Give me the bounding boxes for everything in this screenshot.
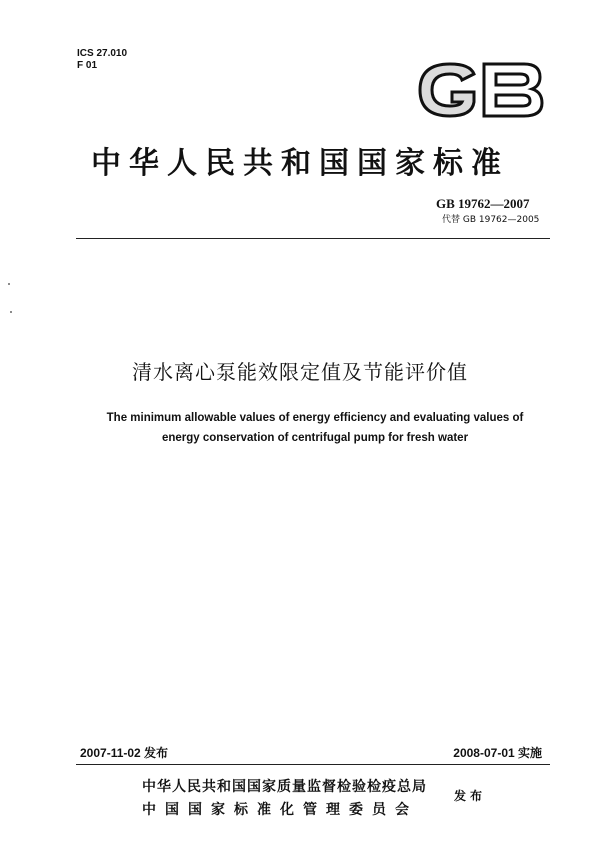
english-title xyxy=(90,408,540,448)
english-title-line-2: energy conservation of centrifugal pump for fresh water xyxy=(161,432,469,444)
english-title-line-1: The minimum allowable values of energy efficiency and evaluating values of xyxy=(106,412,524,424)
issuer-sac: 中国国家标准化管理委员会 xyxy=(142,802,418,818)
classification-codes xyxy=(77,48,127,72)
scan-speck xyxy=(8,283,10,285)
chinese-title: 清水离心泵能效限定值及节能评价值 xyxy=(132,360,468,384)
scan-speck xyxy=(10,311,12,313)
ics-code: ICS 27.010 xyxy=(77,48,128,59)
implementation-date: 2008-07-01 实施 xyxy=(453,746,542,760)
publish-label: 发布 xyxy=(454,789,487,803)
gb-logo xyxy=(412,60,548,120)
footer-divider xyxy=(76,764,550,765)
issue-date: 2007-11-02 发布 xyxy=(80,746,169,760)
standard-number: GB 19762—2007 xyxy=(436,196,530,211)
issuing-body-title: 中华人民共和国国家标准 xyxy=(91,146,509,181)
replaced-standard: 代替 GB 19762—2005 xyxy=(442,215,540,225)
header-divider xyxy=(76,238,550,239)
ccs-code: F 01 xyxy=(77,60,98,71)
issuer-aqsiq: 中华人民共和国国家质量监督检验检疫总局 xyxy=(142,779,427,795)
